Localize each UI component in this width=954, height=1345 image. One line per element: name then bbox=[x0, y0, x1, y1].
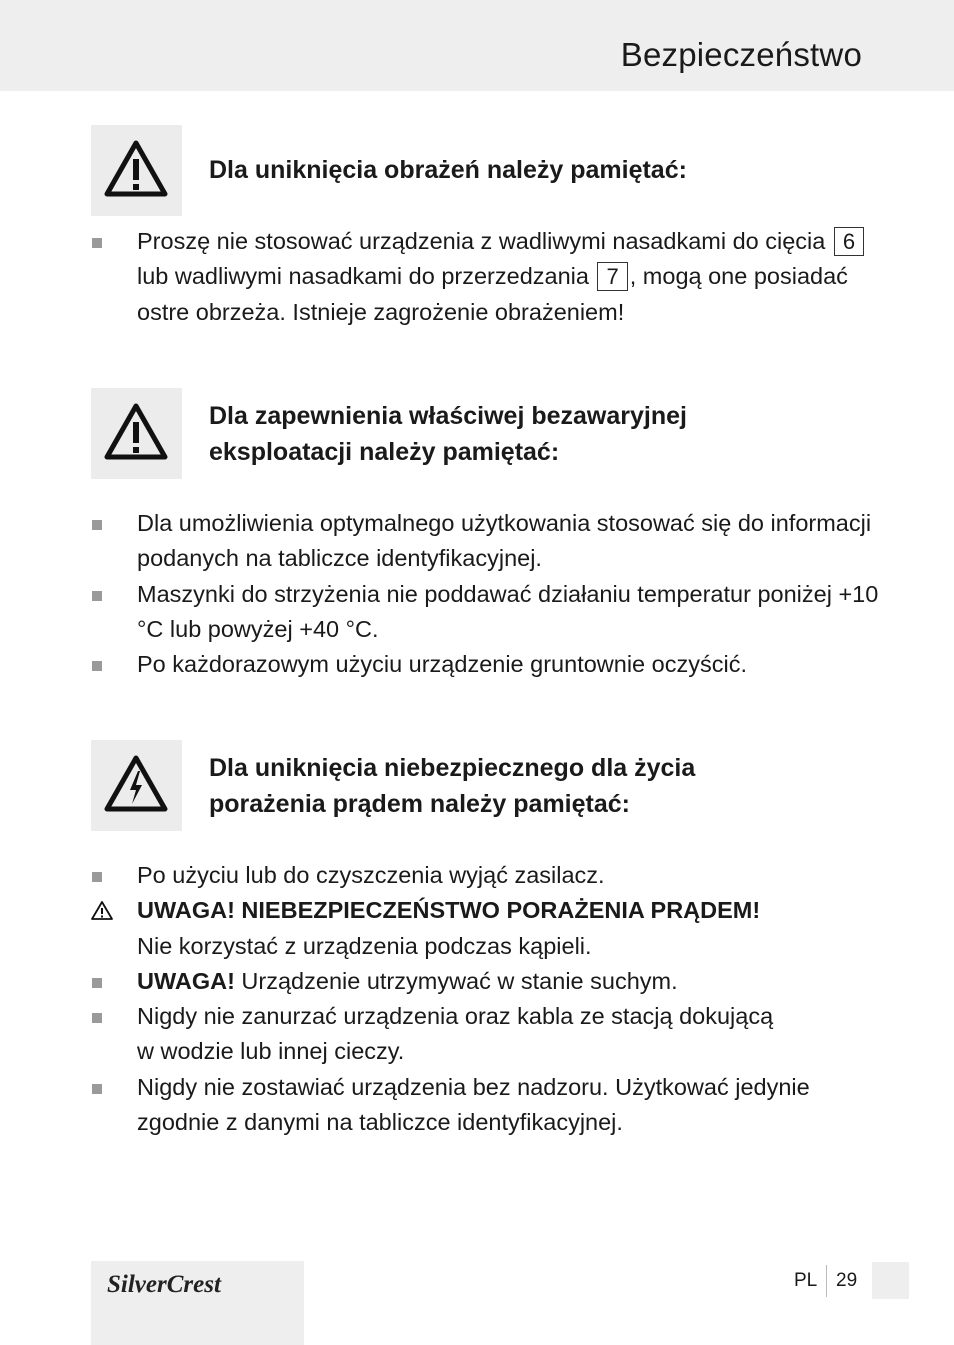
brand-logo: SilverCrest bbox=[107, 1271, 221, 1298]
electric-icon-box bbox=[91, 740, 182, 831]
section-electric bbox=[91, 740, 891, 831]
page-marker bbox=[872, 1262, 909, 1299]
brand-logo-box bbox=[91, 1261, 304, 1345]
part-reference-7: 7 bbox=[597, 262, 627, 291]
warning-icon-box bbox=[91, 125, 182, 216]
list-item-warning: UWAGA! NIEBEZPIECZEŃSTWO PORAŻENIA PRĄDEM! Nie korzystać z urządzenia podczas kąpieli. bbox=[91, 893, 881, 964]
bullet-square-icon bbox=[92, 1084, 102, 1094]
list-item: Po każdorazowym użyciu urządzenie gruntownie oczyścić. bbox=[91, 647, 881, 682]
section-operation bbox=[91, 388, 891, 479]
list-injury bbox=[91, 224, 881, 330]
language-code: PL bbox=[794, 1270, 818, 1291]
bullet-square-icon bbox=[92, 978, 102, 988]
bullet-square-icon bbox=[92, 591, 102, 601]
list-item: UWAGA! Urządzenie utrzymywać w stanie suchym. bbox=[91, 964, 881, 999]
bullet-square-icon bbox=[92, 238, 102, 248]
bullet-square-icon bbox=[92, 520, 102, 530]
list-item: Nigdy nie zanurzać urządzenia oraz kabla ze stacją dokującą w wodzie lub innej cieczy. bbox=[91, 999, 881, 1070]
warning-triangle-icon bbox=[103, 139, 169, 199]
section-heading: Dla uniknięcia obrażeń należy pamiętać: bbox=[209, 156, 687, 184]
section-injury bbox=[91, 125, 891, 216]
list-electric bbox=[91, 858, 881, 1140]
list-operation bbox=[91, 506, 881, 682]
page-number: 29 bbox=[836, 1270, 858, 1291]
bullet-square-icon bbox=[92, 1013, 102, 1023]
warning-triangle-icon bbox=[103, 402, 169, 462]
bullet-square-icon bbox=[92, 872, 102, 882]
electric-shock-icon bbox=[103, 754, 169, 814]
footer-divider bbox=[826, 1265, 827, 1297]
list-item: Proszę nie stosować urządzenia z wadliwymi nasadkami do cięcia 6 lub wadliwymi nasadkami do przerzedzania 7 , mogą one posiadać ostre obrzeża. Istnieje zagrożenie obrażeniem! bbox=[91, 224, 881, 330]
page-title: Bezpieczeństwo bbox=[620, 36, 862, 73]
list-item: Po użyciu lub do czyszczenia wyjąć zasilacz. bbox=[91, 858, 881, 893]
list-item: Maszynki do strzyżenia nie poddawać działaniu temperatur poniżej +10 °C lub powyżej +40 °C. bbox=[91, 577, 881, 648]
part-reference-6: 6 bbox=[834, 227, 864, 256]
list-item: Dla umożliwienia optymalnego użytkowania stosować się do informacji podanych na tabliczce identyfikacyjnej. bbox=[91, 506, 881, 577]
section-heading: Dla zapewnienia właściwej bezawaryjnej eksploatacji należy pamiętać: bbox=[209, 402, 687, 466]
warning-small-icon bbox=[90, 900, 114, 921]
page-header bbox=[0, 0, 954, 91]
bullet-square-icon bbox=[92, 661, 102, 671]
section-heading: Dla uniknięcia niebezpiecznego dla życia porażenia prądem należy pamiętać: bbox=[209, 754, 696, 818]
warning-icon-box bbox=[91, 388, 182, 479]
list-item: Nigdy nie zostawiać urządzenia bez nadzoru. Użytkować jedynie zgodnie z danymi na tabliczce identyfikacyjnej. bbox=[91, 1070, 881, 1141]
